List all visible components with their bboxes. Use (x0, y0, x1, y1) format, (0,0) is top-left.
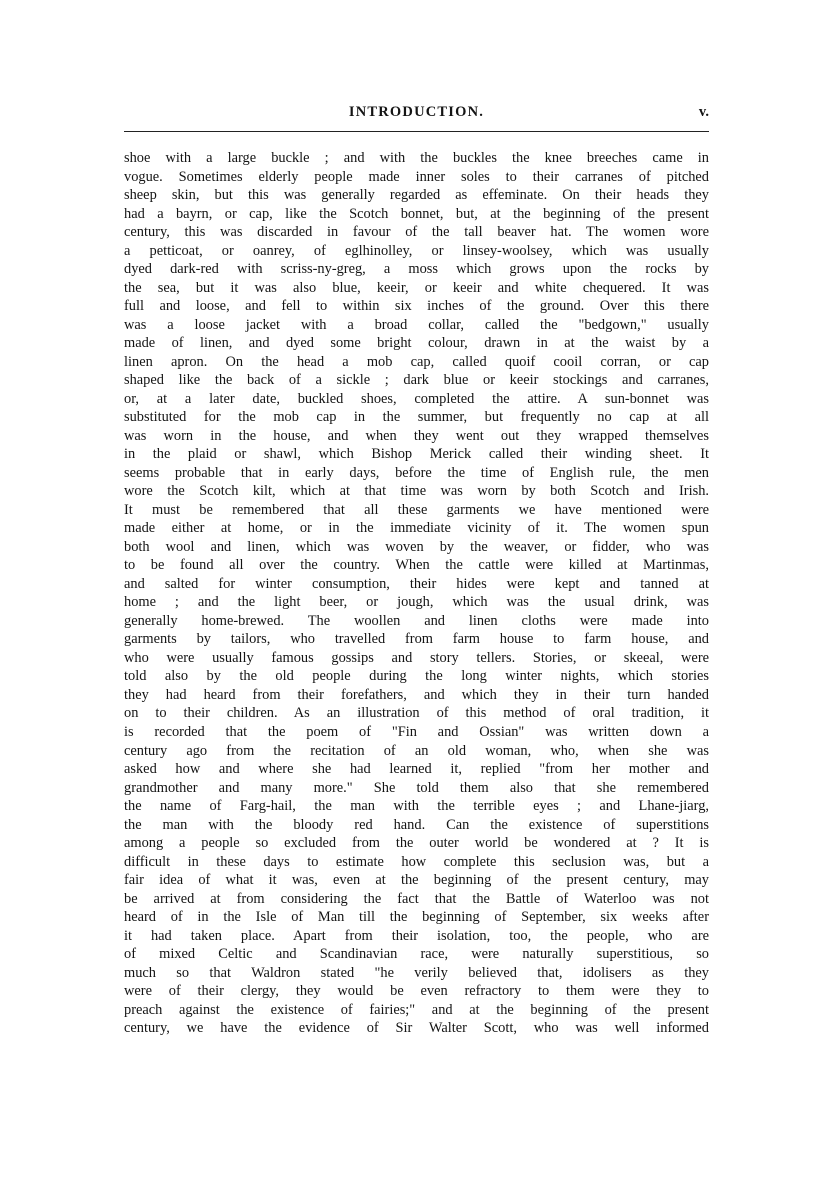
page-number: v. (698, 104, 709, 120)
running-title: INTRODUCTION. (348, 104, 485, 120)
text-line: asked how and where she had learned it, replied "from her mother and (124, 761, 709, 778)
text-line: shoe with a large buckle ; and with the buckles the knee breeches came in (124, 150, 709, 166)
text-line: the sea, but it was also blue, keeir, or keeir and white chequered. It was (124, 279, 709, 296)
text-line: seems probable that in early days, before the time of English rule, the men (124, 464, 709, 481)
text-line: fair idea of what it was, even at the beginning of the present century, may (124, 872, 709, 889)
text-line: told also by the old people during the long winter nights, which stories (124, 668, 709, 685)
running-head (124, 104, 709, 126)
text-line: it had taken place. Apart from their isolation, too, the people, who are (124, 927, 709, 944)
text-line: was a loose jacket with a broad collar, called the "bedgown," usually (124, 316, 709, 333)
text-line: much so that Waldron stated "he verily believed that, idolisers as they (124, 964, 709, 981)
text-line: generally home-brewed. The woollen and linen cloths were made into (124, 612, 709, 629)
text-line: to be found all over the country. When the cattle were killed at Martinmas, (124, 557, 709, 574)
text-line: who were usually famous gossips and story tellers. Stories, or skeeal, were (124, 649, 709, 666)
text-line: sheep skin, but this was generally regarded as effeminate. On their heads they (124, 187, 709, 204)
text-line: had a bayrn, or cap, like the Scotch bonnet, but, at the beginning of the present (124, 205, 709, 222)
text-line: shaped like the back of a sickle ; dark blue or keeir stockings and carranes, (124, 372, 709, 389)
text-line: linen apron. On the head a mob cap, called quoif cooil corran, or cap (124, 353, 709, 370)
text-line: substituted for the mob cap in the summer, but frequently no cap at all (124, 409, 709, 426)
text-line: is recorded that the poem of "Fin and Ossian" was written down a (124, 723, 709, 740)
text-line: a petticoat, or oanrey, of eglhinolley, or linsey-woolsey, which was usually (124, 242, 709, 259)
text-line: full and loose, and fell to within six inches of the ground. Over this there (124, 298, 709, 315)
text-line: and salted for winter consumption, their hides were kept and tanned at (124, 575, 709, 592)
text-line: century, we have the evidence of Sir Walter Scott, who was well informed (124, 1020, 709, 1037)
text-line: be arrived at from considering the fact that the Battle of Waterloo was not (124, 890, 709, 907)
text-line: they had heard from their forefathers, and which they in their turn handed (124, 686, 709, 703)
text-line: vogue. Sometimes elderly people made inner soles to their carranes of pitched (124, 168, 709, 185)
text-line: were of their clergy, they would be even refractory to them were they to (124, 983, 709, 1000)
text-line: of mixed Celtic and Scandinavian race, were naturally superstitious, so (124, 946, 709, 963)
text-line: home ; and the light beer, or jough, which was the usual drink, was (124, 594, 709, 611)
text-line: century, this was discarded in favour of the tall beaver hat. The women wore (124, 224, 709, 241)
text-line: both wool and linen, which was woven by the weaver, or fidder, who was (124, 538, 709, 555)
text-line: It must be remembered that all these garments we have mentioned were (124, 501, 709, 518)
text-line: or, at a later date, buckled shoes, completed the attire. A sun-bonnet was (124, 390, 709, 407)
text-line: the name of Farg-hail, the man with the terrible eyes ; and Lhane-jiarg, (124, 798, 709, 815)
text-line: on to their children. As an illustration of this method of oral tradition, it (124, 705, 709, 722)
text-line: century ago from the recitation of an old woman, who, when she was (124, 742, 709, 759)
text-line: dyed dark-red with scriss-ny-greg, a moss which grows upon the rocks by (124, 261, 709, 278)
body-text (124, 149, 709, 1038)
text-line: preach against the existence of fairies;" and at the beginning of the present (124, 1001, 709, 1018)
text-line: made of linen, and dyed some bright colour, drawn in at the waist by a (124, 335, 709, 352)
text-line: wore the Scotch kilt, which at that time was worn by both Scotch and Irish. (124, 483, 709, 500)
text-line: made either at home, or in the immediate vicinity of it. The women spun (124, 520, 709, 537)
header-rule (124, 131, 709, 132)
text-line: in the plaid or shawl, which Bishop Merick called their winding sheet. It (124, 446, 709, 463)
text-line: among a people so excluded from the outer world be wondered at ? It is (124, 835, 709, 852)
text-line: garments by tailors, who travelled from farm house to farm house, and (124, 631, 709, 648)
text-line: the man with the bloody red hand. Can the existence of superstitions (124, 816, 709, 833)
text-line: heard of in the Isle of Man till the beginning of September, six weeks after (124, 909, 709, 926)
text-line: difficult in these days to estimate how complete this seclusion was, but a (124, 853, 709, 870)
text-line: grandmother and many more." She told them also that she remembered (124, 779, 709, 796)
text-line: was worn in the house, and when they went out they wrapped themselves (124, 427, 709, 444)
